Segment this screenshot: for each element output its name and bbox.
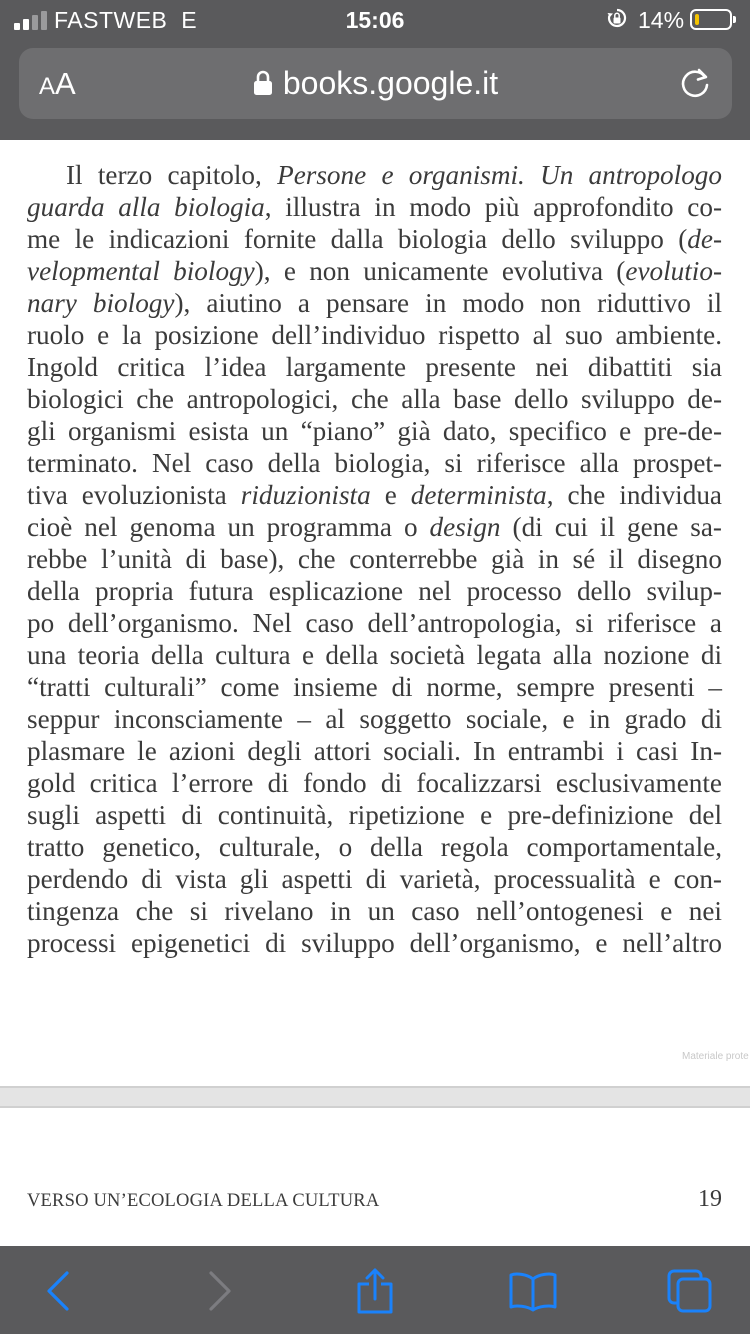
text-run: e [370, 480, 411, 510]
text-line [27, 703, 722, 735]
forward-icon[interactable] [196, 1268, 242, 1314]
text-run: ), e non unicamente evolutiva ( [254, 256, 626, 286]
running-head: VERSO UN’ECOLOGIA DELLA CULTURA [27, 1191, 380, 1211]
text-size-button[interactable]: AA [39, 66, 76, 101]
italic-text: riduzionista [240, 480, 371, 510]
text-run: ), aiutino a pensare in modo non riduttivo il [174, 288, 722, 318]
orientation-lock-icon [606, 7, 628, 37]
text-line [27, 319, 722, 351]
italic-text: de- [687, 224, 722, 254]
text-run: perdendo di vista gli aspetti di varietà, processualità e con- [27, 864, 722, 894]
text-run: processi epigenetici di sviluppo dell’organismo, e nell’altro [27, 928, 722, 958]
network-type: E [181, 7, 198, 33]
padlock-icon [253, 67, 273, 104]
text-run: biologici che antropologici, che alla base dello sviluppo de- [27, 384, 722, 414]
back-icon[interactable] [36, 1268, 82, 1314]
text-run: rebbe l’unità di base), che conterrebbe già in sé il disegno [27, 544, 722, 574]
text-line [27, 223, 722, 255]
text-line [27, 287, 722, 319]
italic-text: evolutio- [625, 256, 723, 286]
text-run: “tratti culturali” come insieme di norme, sempre presenti – [27, 672, 722, 702]
text-run: seppur inconsciamente – al soggetto sociale, e in grado di [27, 704, 722, 734]
address-bar[interactable] [19, 48, 732, 119]
page-number: 19 [698, 1186, 722, 1212]
italic-text: determinista [410, 480, 547, 510]
text-line [27, 447, 722, 479]
browser-top-chrome [0, 0, 750, 140]
text-line [27, 863, 722, 895]
text-run: Il terzo capitolo, [66, 160, 278, 190]
share-icon[interactable] [352, 1268, 398, 1314]
battery-percent: 14% [638, 7, 685, 33]
text-line [27, 383, 722, 415]
italic-text: design [429, 512, 501, 542]
text-run: po dell’organismo. Nel caso dell’antropologia, si riferisce a [27, 608, 722, 638]
text-run: tratto genetico, culturale, o della regola comportamentale, [27, 832, 722, 862]
text-run: sugli aspetti di continuità, ripetizione e pre-definizione del [27, 800, 722, 830]
italic-text: guarda alla biologia [27, 192, 265, 222]
text-line [27, 639, 722, 671]
text-line [27, 543, 722, 575]
text-line [27, 255, 722, 287]
text-run: gold critica l’errore di fondo di focalizzarsi esclusivamente [27, 768, 722, 798]
text-line [27, 575, 722, 607]
tabs-icon[interactable] [666, 1268, 712, 1314]
text-line [27, 511, 722, 543]
text-run: Ingold critica l’idea largamente presente nei dibattiti sia [27, 352, 722, 382]
text-line [27, 159, 722, 191]
text-line [27, 351, 722, 383]
text-run: (di cui il gene sa- [500, 512, 722, 542]
text-run: ruolo e la posizione dell’individuo rispetto al suo ambiente. [27, 320, 722, 350]
status-bar [0, 0, 750, 40]
text-run: , illustra in modo più approfondito co- [264, 192, 722, 222]
carrier-name: FASTWEB [54, 7, 168, 33]
text-run: plasmare le azioni degli attori sociali. In entrambi i casi In- [27, 736, 722, 766]
text-run: tingenza che si rivelano in un caso nell’ontogenesi e nei [27, 896, 722, 926]
text-run: terminato. Nel caso della biologia, si riferisce alla prospet- [27, 448, 722, 478]
text-line [27, 607, 722, 639]
italic-text: velopmental biology [27, 256, 255, 286]
url-field[interactable] [19, 65, 732, 104]
text-run: della propria futura esplicazione nel processo dello svilup- [27, 576, 722, 606]
text-line [27, 735, 722, 767]
text-line [27, 831, 722, 863]
page-separator [0, 1086, 750, 1108]
text-run: , che individua [546, 480, 722, 510]
text-run: cioè nel genoma un programma o [27, 512, 430, 542]
book-page-text [27, 159, 722, 959]
url-text: books.google.it [282, 65, 499, 101]
italic-text: nary biology [27, 288, 175, 318]
bookmarks-icon[interactable] [508, 1268, 554, 1314]
italic-text: Persone e organismi. Un antropologo [277, 160, 722, 190]
text-run: una teoria della cultura e della società legata alla nozione di [27, 640, 722, 670]
reload-icon[interactable] [678, 66, 712, 105]
text-run: me le indicazioni fornite dalla biologia dello sviluppo ( [27, 224, 688, 254]
text-line [27, 671, 722, 703]
browser-toolbar [0, 1246, 750, 1334]
text-line [27, 927, 722, 959]
next-book-page [0, 1108, 750, 1246]
text-run: tiva evoluzionista [27, 480, 241, 510]
book-page [0, 140, 750, 1086]
text-run: gli organismi esista un “piano” già dato, specifico e pre-de- [27, 416, 722, 446]
status-time: 15:06 [345, 7, 405, 33]
text-line [27, 767, 722, 799]
copyright-watermark: Materiale prote [682, 1051, 749, 1062]
battery-icon [690, 9, 732, 30]
text-line [27, 895, 722, 927]
text-line [27, 479, 722, 511]
text-line [27, 191, 722, 223]
text-line [27, 415, 722, 447]
text-line [27, 799, 722, 831]
